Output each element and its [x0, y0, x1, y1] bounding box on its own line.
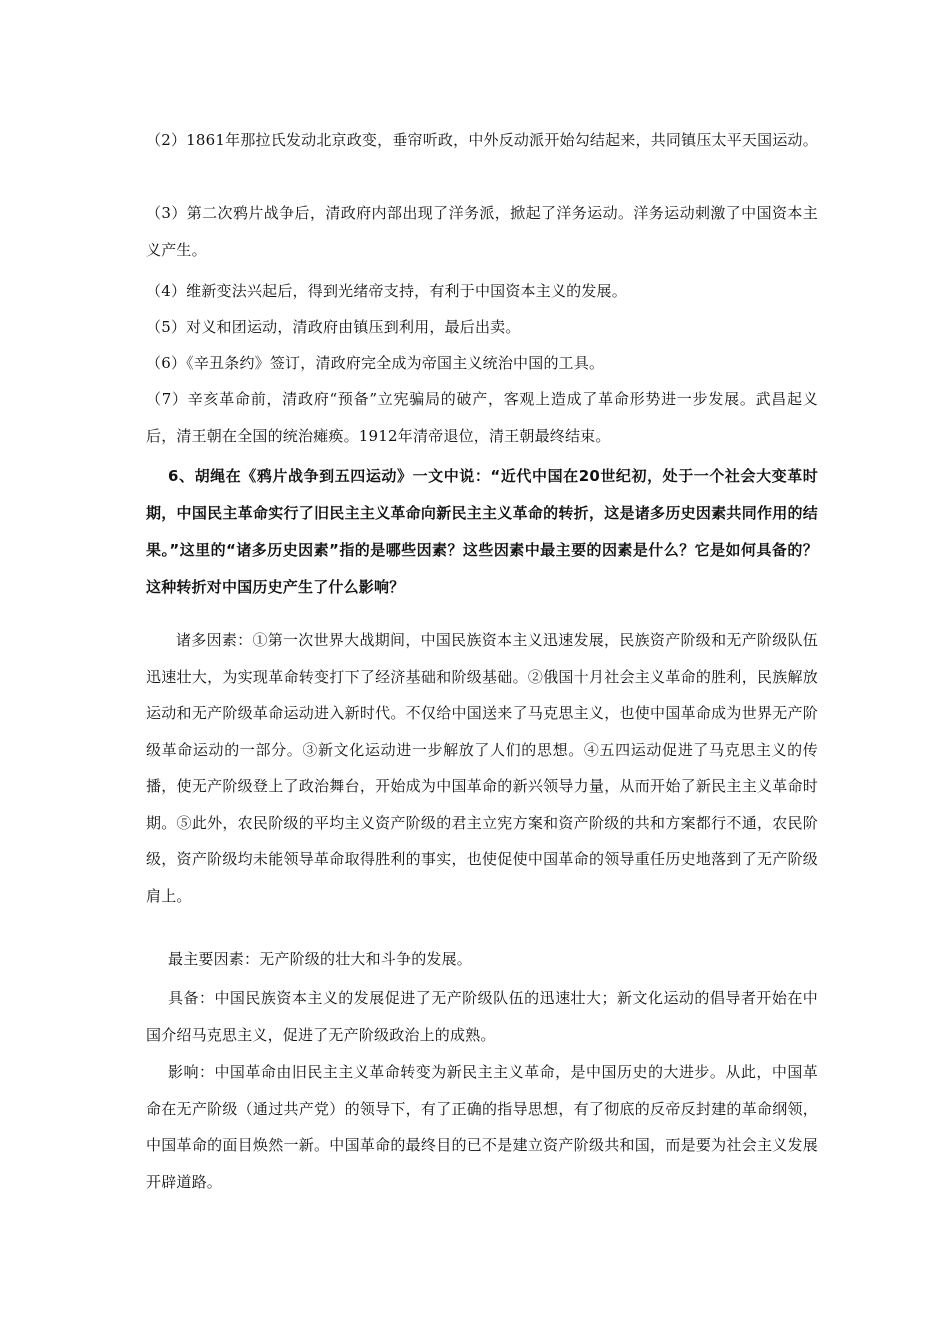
list-item-6: （6）《辛丑条约》签订，清政府完全成为帝国主义统治中国的工具。	[146, 354, 605, 372]
answer-conditions: 具备：中国民族资本主义的发展促进了无产阶级队伍的迅速壮大；新文化运动的倡导者开始在中国介绍马克思主义，促进了无产阶级政治上的成熟。	[146, 989, 818, 1044]
answer-impact: 影响：中国革命由旧民主主义革命转变为新民主主义革命，是中国历史的大进步。从此，中国革命在无产阶级（通过共产党）的领导下，有了正确的指导思想，有了彻底的反帝反封建的革命纲领，中国革命的面目焕然一新。中国革命的最终目的已不是建立资产阶级共和国，而是要为社会主义发展开辟道路。	[146, 1063, 818, 1191]
list-item-3: （3）第二次鸦片战争后，清政府内部出现了洋务派，掀起了洋务运动。洋务运动刺激了中国资本主义产生。	[146, 204, 818, 259]
list-item-7: （7）辛亥革命前，清政府“预备”立宪骗局的破产，客观上造成了革命形势进一步发展。武昌起义后，清王朝在全国的统治瘫痪。1912年清帝退位，清王朝最终结束。	[146, 390, 818, 445]
answer-main-factor: 最主要因素：无产阶级的壮大和斗争的发展。	[168, 950, 473, 968]
list-item-2: （2）1861年那拉氏发动北京政变，垂帘听政，中外反动派开始勾结起来，共同镇压太平天国运动。	[146, 131, 818, 149]
question-6: 6、胡绳在《鸦片战争到五四运动》一文中说：“近代中国在20世纪初，处于一个社会大变革时期，中国民主革命实行了旧民主主义革命向新民主主义革命的转折，这是诸多历史因素共同作用的结果。”这里的“诸多历史因素”指的是哪些因素？这些因素中最主要的因素是什么？它是如何具备的？这种转折对中国历史产生了什么影响？	[146, 467, 818, 596]
answer-factors: 诸多因素：①第一次世界大战期间，中国民族资本主义迅速发展，民族资产阶级和无产阶级队伍迅速壮大，为实现革命转变打下了经济基础和阶级基础。②俄国十月社会主义革命的胜利，民族解放运动和无产阶级革命运动进入新时代。不仅给中国送来了马克思主义，也使中国革命成为世界无产阶级革命运动的一部分。③新文化运动进一步解放了人们的思想。④五四运动促进了马克思主义的传播，使无产阶级登上了政治舞台，开始成为中国革命的新兴领导力量，从而开始了新民主主义革命时期。⑤此外，农民阶级的平均主义资产阶级的君主立宪方案和资产阶级的共和方案都行不通，农民阶级，资产阶级均未能领导革命取得胜利的事实，也使促使中国革命的领导重任历史地落到了无产阶级肩上。	[146, 631, 818, 905]
list-item-4: （4）维新变法兴起后，得到光绪帝支持，有利于中国资本主义的发展。	[146, 282, 627, 300]
list-item-5: （5）对义和团运动，清政府由镇压到利用，最后出卖。	[146, 318, 521, 336]
